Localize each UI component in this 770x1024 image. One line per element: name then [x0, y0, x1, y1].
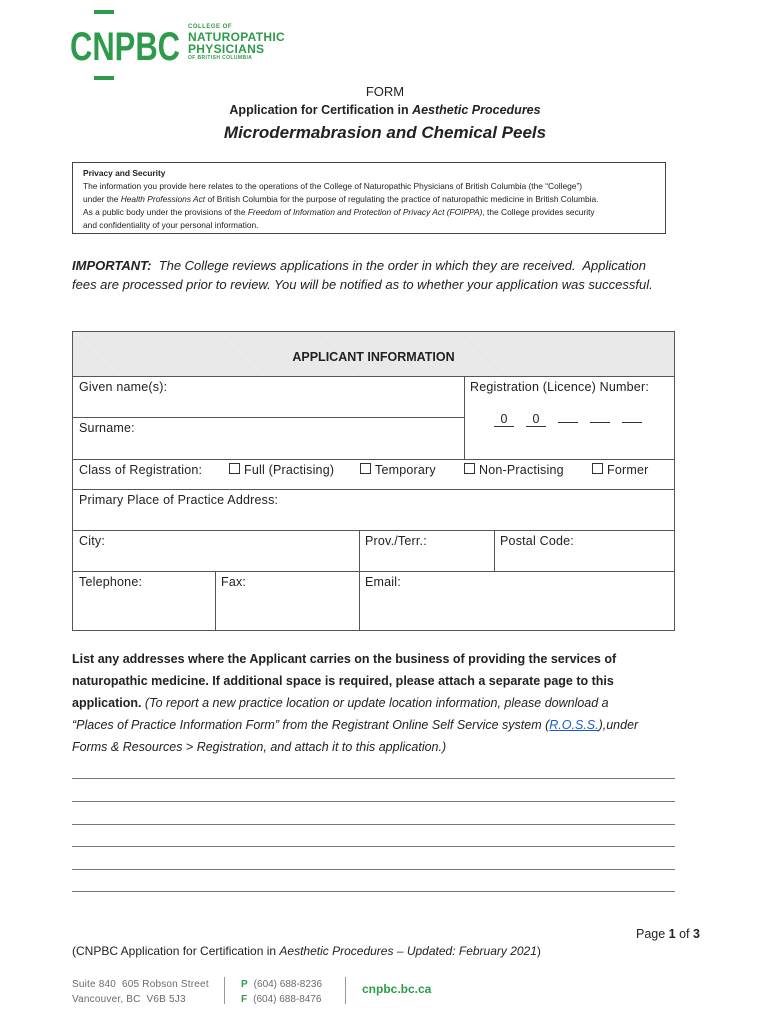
option-label: Former	[607, 463, 649, 477]
checkbox[interactable]	[592, 463, 603, 474]
addresses-line3-italic: (To report a new practice location or update location information, please download a	[141, 696, 609, 710]
page-total: 3	[693, 927, 700, 941]
privacy-line3b: , the College provides security	[482, 207, 595, 217]
divider	[73, 489, 674, 490]
important-line2: fees are processed prior to review. You will be notified as to whether your application was successful.	[72, 277, 653, 292]
privacy-notice	[72, 162, 666, 234]
address-entry-line[interactable]	[72, 778, 675, 779]
note-b: )	[536, 944, 541, 958]
addresses-line4a: “Places of Practice Information Form” from the Registrant Online Self Service system (	[72, 718, 550, 732]
class-option-full[interactable]	[229, 463, 334, 477]
divider	[359, 530, 360, 571]
addresses-line5: Forms & Resources > Registration, and attach it to this application.)	[72, 740, 447, 754]
address-entry-line[interactable]	[72, 891, 675, 892]
footer-separator	[224, 977, 225, 1004]
licence-digit: 0	[494, 412, 514, 427]
privacy-line2-italic: Health Professions Act	[120, 194, 206, 204]
privacy-line1: The information you provide here relates to the operations of the College of Naturopathic Physicians of British Columbia (the “College”)	[83, 181, 583, 191]
divider	[73, 530, 674, 531]
application-title	[0, 103, 770, 117]
licence-number-field[interactable]	[494, 408, 654, 427]
privacy-line3a: As a public body under the provisions of the	[83, 207, 248, 217]
contact-numbers	[241, 977, 322, 1007]
important-notice	[72, 256, 712, 294]
privacy-line2a: under the	[83, 194, 121, 204]
page-of: of	[675, 927, 693, 941]
important-label: IMPORTANT:	[72, 258, 152, 273]
class-option-temporary[interactable]	[360, 463, 436, 477]
page-number	[636, 927, 700, 941]
address-entry-line[interactable]	[72, 801, 675, 802]
address-entry-line[interactable]	[72, 846, 675, 847]
prov-terr-field[interactable]: Prov./Terr.:	[365, 534, 427, 548]
applicant-header	[73, 332, 674, 377]
logo-line1: COLLEGE OF	[188, 24, 232, 30]
fax-number: (604) 688-8476	[253, 994, 322, 1005]
page-title: Microdermabrasion and Chemical Peels	[223, 123, 547, 142]
address-line1: Suite 840 605 Robson Street	[72, 979, 209, 990]
licence-digit: 0	[526, 412, 546, 427]
privacy-heading: Privacy and Security	[83, 168, 166, 178]
city-field[interactable]: City:	[79, 534, 105, 548]
website[interactable]: cnpbc.bc.ca	[362, 982, 432, 996]
phone-number: (604) 688-8236	[253, 979, 323, 990]
checkbox[interactable]	[229, 463, 240, 474]
addresses-line2: naturopathic medicine. If additional space is required, please attach a separate page to this	[72, 674, 614, 688]
privacy-line2b: of British Columbia for the purpose of regulating the practice of naturopathic medicine in British Columbia.	[205, 194, 599, 204]
footer-separator	[345, 977, 346, 1004]
fax-label: F	[241, 994, 248, 1005]
divider	[73, 459, 674, 460]
divider	[73, 571, 674, 572]
class-option-non-practising[interactable]	[464, 463, 564, 477]
divider	[73, 417, 464, 418]
option-label: Temporary	[375, 463, 436, 477]
note-a: (CNPBC Application for Certification in	[72, 944, 280, 958]
addresses-line3: application.	[72, 696, 142, 710]
option-label: Non-Practising	[479, 463, 564, 477]
page-current: 1	[668, 927, 676, 941]
primary-address-field[interactable]: Primary Place of Practice Address:	[79, 493, 279, 507]
logo-line3: PHYSICIANS	[188, 42, 265, 56]
divider	[359, 571, 360, 630]
address-entry-line[interactable]	[72, 869, 675, 870]
cnpbc-logo	[70, 10, 182, 80]
address-line2: Vancouver, BC V6B 5J3	[72, 994, 186, 1005]
addresses-line1: List any addresses where the Applicant carries on the business of providing the services of	[72, 652, 617, 666]
divider	[464, 376, 465, 459]
addresses-instructions	[72, 648, 692, 758]
class-option-former[interactable]	[592, 463, 648, 477]
licence-digit	[590, 408, 610, 423]
postal-code-field[interactable]: Postal Code:	[500, 534, 574, 548]
title-italic: Aesthetic Procedures	[412, 103, 541, 117]
divider	[215, 571, 216, 630]
footer-note	[72, 944, 541, 958]
ross-link[interactable]: R.O.S.S.	[549, 718, 599, 732]
surname-field[interactable]: Surname:	[79, 421, 135, 435]
privacy-line4: and confidentiality of your personal information.	[83, 220, 259, 230]
licence-digit	[558, 408, 578, 423]
title-prefix: Application for Certification in	[229, 103, 413, 117]
privacy-line3-italic: Freedom of Information and Protection of Privacy Act (FOIPPA)	[247, 207, 483, 217]
licence-digit	[622, 408, 642, 423]
checkbox[interactable]	[360, 463, 371, 474]
office-address	[72, 977, 209, 1007]
addresses-line4b: ),under	[598, 718, 639, 732]
divider	[494, 530, 495, 571]
address-entry-line[interactable]	[72, 824, 675, 825]
form-label: FORM	[365, 84, 405, 99]
logo-line2: NATUROPATHIC	[188, 30, 285, 44]
applicant-heading: APPLICANT INFORMATION	[292, 350, 455, 364]
checkbox[interactable]	[464, 463, 475, 474]
given-names-field[interactable]: Given name(s):	[79, 380, 168, 394]
page-prefix: Page	[636, 927, 669, 941]
class-of-registration-label: Class of Registration:	[79, 463, 203, 477]
logo-initials: CNPBC	[70, 25, 180, 69]
fax-field[interactable]: Fax:	[221, 575, 247, 589]
note-italic: Aesthetic Procedures – Updated: February 2021	[279, 944, 537, 958]
email-field[interactable]: Email:	[365, 575, 401, 589]
logo-wordmark	[188, 24, 285, 61]
telephone-field[interactable]: Telephone:	[79, 575, 143, 589]
important-line1: The College reviews applications in the order in which they are received. Application	[151, 258, 646, 273]
phone-label: P	[241, 979, 248, 990]
logo-line4: OF BRITISH COLUMBIA	[188, 55, 253, 61]
applicant-information-table	[72, 331, 675, 631]
option-label: Full (Practising)	[244, 463, 335, 477]
registration-number-label: Registration (Licence) Number:	[470, 380, 649, 394]
